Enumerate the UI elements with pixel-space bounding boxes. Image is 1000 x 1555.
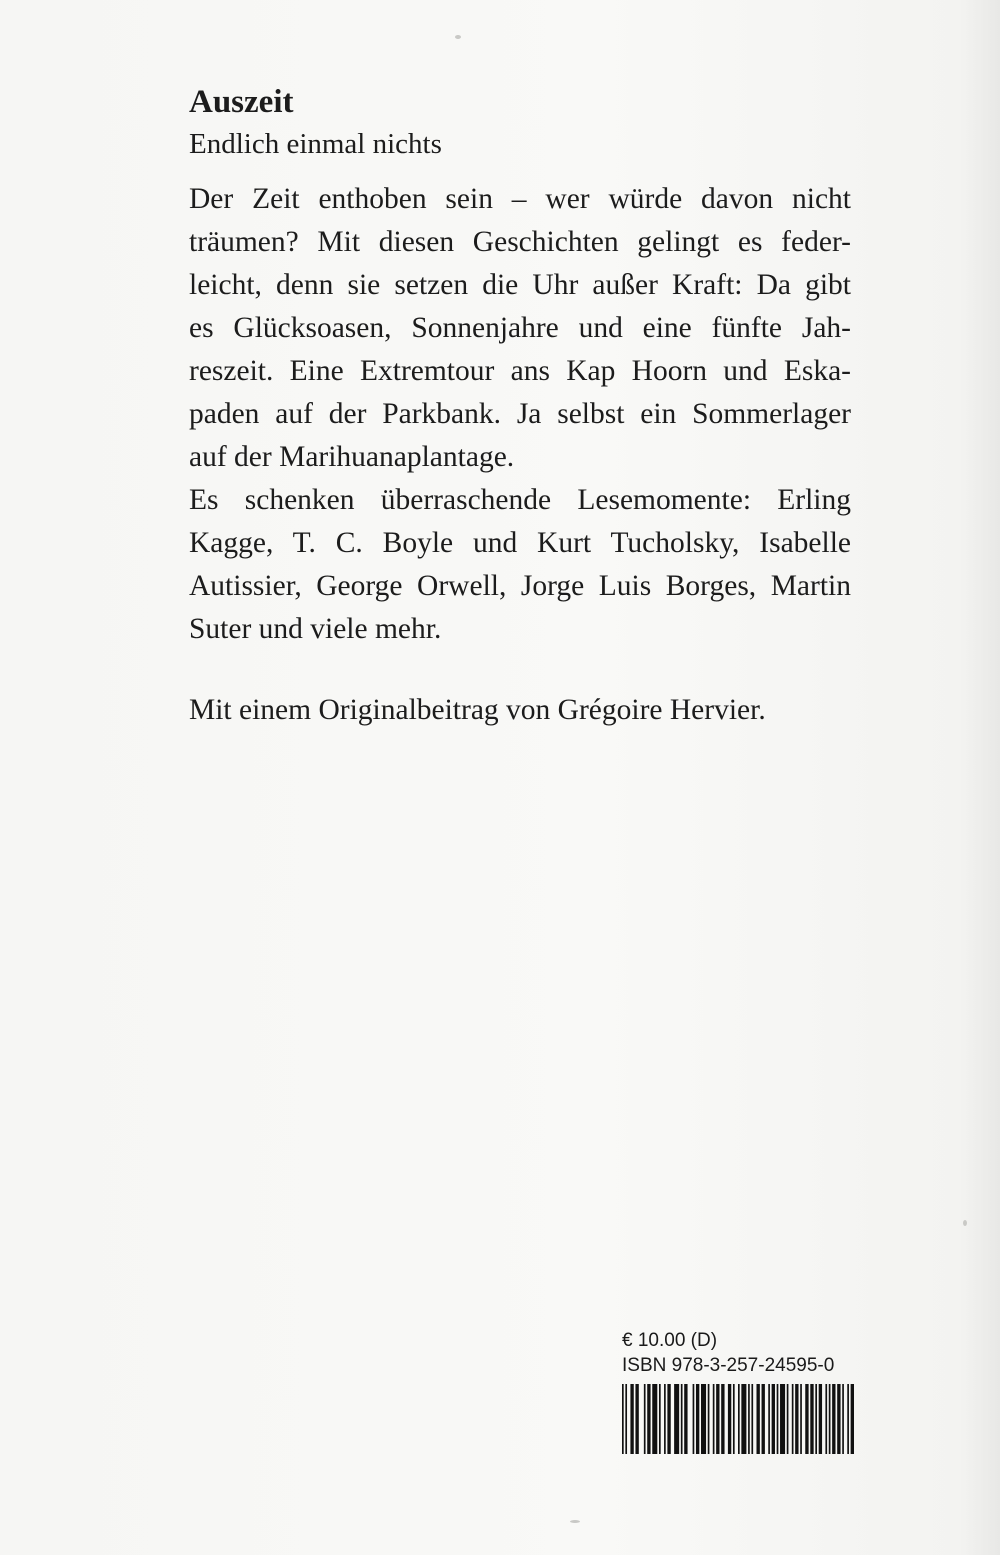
blurb-paragraph	[189, 178, 851, 651]
isbn-label: ISBN 978-3-257-24595-0	[622, 1355, 835, 1376]
paper-speck	[570, 1520, 580, 1523]
barcode-bar	[819, 1384, 822, 1454]
barcode-bar	[768, 1384, 770, 1454]
blurb-line: Der Zeit enthoben sein – wer würde davon nicht	[189, 183, 851, 215]
blurb-line: leicht, denn sie setzen die Uhr außer Kraft: Da gibt	[189, 269, 851, 301]
barcode-bar	[815, 1384, 817, 1454]
isbn-barcode	[622, 1384, 854, 1454]
barcode-bar	[800, 1384, 802, 1454]
blurb-line: Suter und viele mehr.	[189, 613, 442, 645]
barcode-bar	[659, 1384, 661, 1454]
blurb-line: Es schenken überraschende Lesemomente: Erling	[189, 484, 851, 516]
barcode-bar	[708, 1384, 710, 1454]
barcode-bar	[630, 1384, 633, 1454]
contributor-note: Mit einem Originalbeitrag von Grégoire Hervier.	[189, 694, 766, 726]
barcode-bar	[681, 1384, 683, 1454]
barcode-bar	[847, 1384, 849, 1454]
blurb-line: paden auf der Parkbank. Ja selbst ein Sommerlager	[189, 398, 851, 430]
barcode-bar	[787, 1384, 789, 1454]
book-title: Auszeit	[189, 84, 294, 120]
barcode-bar	[721, 1384, 724, 1454]
barcode-bar	[733, 1384, 735, 1454]
paper-speck	[455, 35, 461, 39]
barcode-bar	[728, 1384, 731, 1454]
barcode-bar	[751, 1384, 753, 1454]
barcode-bar	[772, 1384, 775, 1454]
barcode-bar	[792, 1384, 794, 1454]
barcode-bar	[622, 1384, 624, 1454]
barcode-bar	[851, 1384, 854, 1454]
cover-text-block	[189, 80, 869, 732]
book-subtitle: Endlich einmal nichts	[189, 128, 442, 160]
barcode-bar	[832, 1384, 835, 1454]
barcode-bar	[825, 1384, 827, 1454]
blurb-line: Autissier, George Orwell, Jorge Luis Borges, Martin	[189, 570, 851, 602]
barcode-bar	[738, 1384, 740, 1454]
blurb-line: Kagge, T. C. Boyle und Kurt Tucholsky, Isabelle	[189, 527, 851, 559]
blurb-line: es Glücksoasen, Sonnenjahre und eine fünfte Jah-	[189, 312, 851, 344]
barcode-bar	[644, 1384, 646, 1454]
blurb-line: träumen? Mit diesen Geschichten gelingt es feder-	[189, 226, 851, 258]
barcode-bar	[842, 1384, 844, 1454]
barcode-bar	[780, 1384, 785, 1454]
barcode-bar	[756, 1384, 759, 1454]
barcode-bar	[696, 1384, 699, 1454]
blurb-line: auf der Marihuanaplantage.	[189, 441, 515, 473]
paper-speck	[963, 1220, 967, 1226]
barcode-bar	[693, 1384, 695, 1454]
barcode-bar	[748, 1384, 750, 1454]
barcode-bar	[837, 1384, 840, 1454]
barcode-bar	[635, 1384, 638, 1454]
barcode-bar	[795, 1384, 798, 1454]
barcode-bar	[805, 1384, 808, 1454]
barcode-bar	[664, 1384, 666, 1454]
barcode-bar	[810, 1384, 813, 1454]
barcode-bar	[667, 1384, 670, 1454]
barcode-bar	[684, 1384, 687, 1454]
price-label: € 10.00 (D)	[622, 1330, 718, 1351]
barcode-bar	[829, 1384, 831, 1454]
barcode-bar	[647, 1384, 650, 1454]
barcode-bar	[777, 1384, 779, 1454]
barcode-bar	[762, 1384, 765, 1454]
barcode-bar	[701, 1384, 706, 1454]
barcode-bar	[674, 1384, 679, 1454]
barcode-bar	[713, 1384, 715, 1454]
barcode-bar	[741, 1384, 746, 1454]
barcode-bar	[716, 1384, 719, 1454]
blurb-line: reszeit. Eine Extremtour ans Kap Hoorn und Eska-	[189, 355, 851, 387]
price-isbn-block	[622, 1328, 854, 1454]
barcode-bar	[652, 1384, 657, 1454]
barcode-bar	[625, 1384, 627, 1454]
